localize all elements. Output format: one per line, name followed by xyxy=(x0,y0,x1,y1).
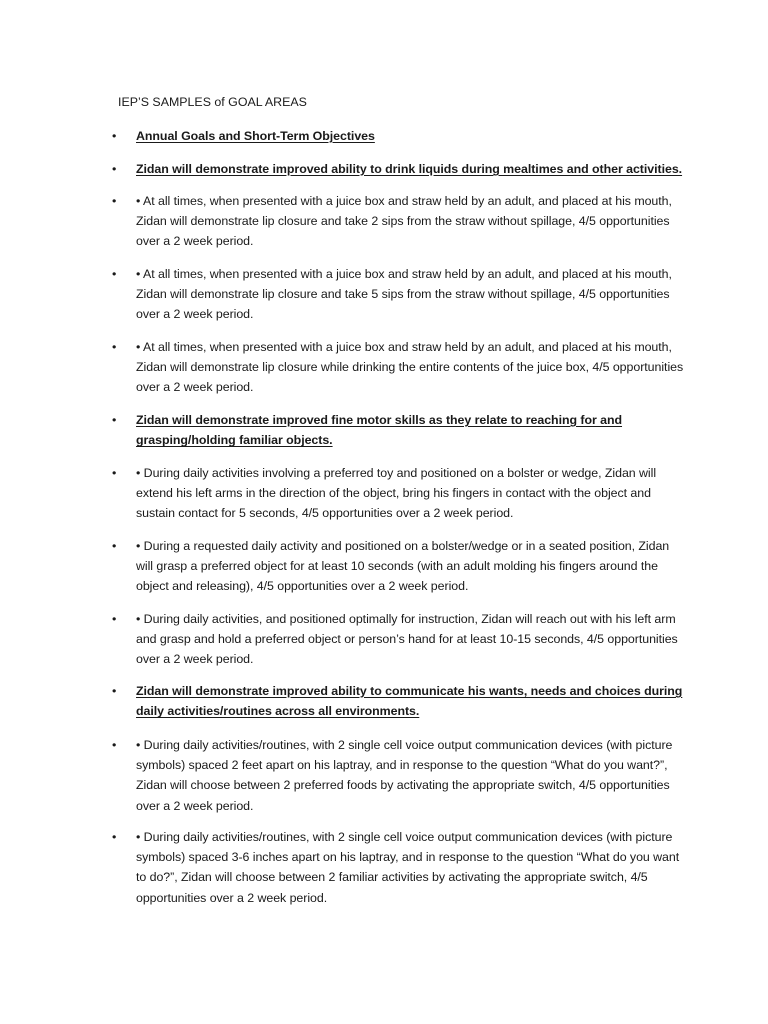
objective-text: • During daily activities involving a preferred toy and positioned on a bolster or wedge, Zidan will extend his left arms in the direction of the object, bring his fingers in contact with the object and sustain contact for 5 seconds, 4/5 opportunities over a 2 week period. xyxy=(136,466,657,521)
objective-text: • During daily activities/routines, with 2 single cell voice output communication devices (with picture symbols) spaced 2 feet apart on his laptray, and in response to the question “What do you want?”, Zidan will choose between 2 preferred foods by activating the appropriate switch, 4/5 opportunities over a 2 week period. xyxy=(136,738,673,813)
document-title: IEP’S SAMPLES of GOAL AREAS xyxy=(118,95,307,109)
objective-text: • During a requested daily activity and positioned on a bolster/wedge or in a seated position, Zidan will grasp a preferred object for at least 10 seconds (with an adult molding his fingers around the object and releasing), 4/5 opportunities over a 2 week period. xyxy=(136,539,670,594)
bullet-marker: • xyxy=(112,830,117,844)
objective-text: • At all times, when presented with a juice box and straw held by an adult, and placed at his mouth, Zidan will demonstrate lip closure while drinking the entire contents of the juice box, 4/5 opportunities over a 2 week period. xyxy=(136,340,684,395)
bullet-marker: • xyxy=(112,194,117,208)
bullet-marker: • xyxy=(112,539,117,553)
bullet-marker: • xyxy=(112,340,117,354)
objective-text: • During daily activities/routines, with 2 single cell voice output communication devices (with picture symbols) spaced 3-6 inches apart on his laptray, and in response to the question “What do you want to do?”, Zidan will choose between 2 familiar activities by activating the appropriate switch, 4/5 opportunities over a 2 week period. xyxy=(136,830,680,905)
bullet-marker: • xyxy=(112,162,117,176)
bullet-marker: • xyxy=(112,684,117,698)
goal-heading: Zidan will demonstrate improved ability to drink liquids during mealtimes and other activities. xyxy=(136,162,683,176)
bullet-marker: • xyxy=(112,413,117,427)
section-heading: Annual Goals and Short-Term Objectives xyxy=(136,129,375,143)
bullet-marker: • xyxy=(112,738,117,752)
bullet-marker: • xyxy=(112,466,117,480)
bullet-marker: • xyxy=(112,267,117,281)
bullet-marker: • xyxy=(112,612,117,626)
objective-text: • At all times, when presented with a juice box and straw held by an adult, and placed at his mouth, Zidan will demonstrate lip closure and take 2 sips from the straw without spillage, 4/5 opportunities over a 2 week period. xyxy=(136,194,672,249)
goal-heading: Zidan will demonstrate improved ability to communicate his wants, needs and choices during daily activities/routines across all environments. xyxy=(136,684,683,719)
objective-text: • At all times, when presented with a juice box and straw held by an adult, and placed at his mouth, Zidan will demonstrate lip closure and take 5 sips from the straw without spillage, 4/5 opportunities over a 2 week period. xyxy=(136,267,672,322)
bullet-marker: • xyxy=(112,129,117,143)
objective-text: • During daily activities, and positioned optimally for instruction, Zidan will reach out with his left arm and grasp and hold a preferred object or person’s hand for at least 10-15 seconds, 4/5 opportunities over a 2 week period. xyxy=(136,612,678,667)
goal-heading: Zidan will demonstrate improved fine motor skills as they relate to reaching for and grasping/holding familiar objects. xyxy=(136,413,623,448)
